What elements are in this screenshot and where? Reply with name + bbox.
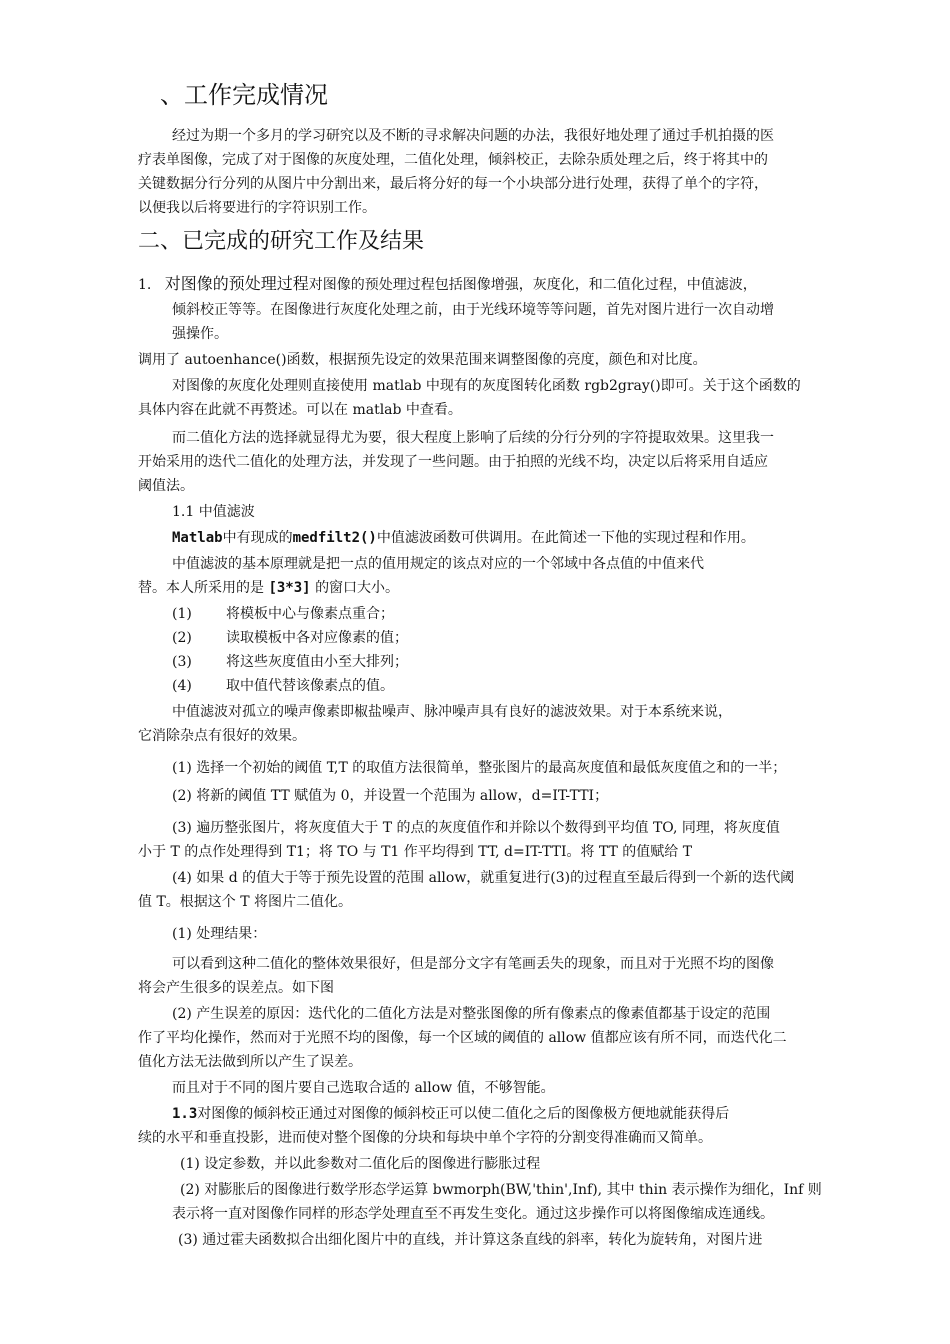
intro-line-1: 经过为期一个多月的学习研究以及不断的寻求解决问题的办法，我很好地处理了通过手机拍摄的医 <box>172 128 774 144</box>
binary-line-3: 阈值法。 <box>138 478 194 494</box>
median-principle-line-2 <box>138 576 399 600</box>
step-number: (1) <box>172 606 192 622</box>
item1-line1-rest: 对图像的预处理过程包括图像增强，灰度化，和二值化过程，中值滤波， <box>308 277 757 293</box>
gray-line-2: 具体内容在此就不再赘述。可以在 matlab 中查看。 <box>138 402 462 418</box>
item1-number: 1. <box>138 277 152 293</box>
skew-line1-text: 对图像的倾斜校正通过对图像的倾斜校正可以使二值化之后的图像极方便地就能获得后 <box>197 1106 730 1122</box>
iter-step-4-line-2: 值 T。根据这个 T 将图片二值化。 <box>138 894 353 910</box>
median-principle-post: 的窗口大小。 <box>315 580 400 596</box>
step-number: (2) <box>172 630 192 646</box>
medfilt-post: 中值滤波函数可供调用。在此简述一下他的实现过程和作用。 <box>376 530 755 546</box>
section-one-title: 、工作完成情况 <box>160 81 328 109</box>
intro-line-2: 疗表单图像，完成了对于图像的灰度处理，二值化处理，倾斜校正，去除杂质处理之后，终于将其中的 <box>138 152 768 168</box>
intro-line-4: 以便我以后将要进行的字符识别工作。 <box>138 200 376 216</box>
error-line-2: 作了平均化操作，然而对于光照不均的图像，每一个区域的阈值的 allow 值都应该有所不同，而迭代化二 <box>138 1030 787 1046</box>
median-subtitle: 1.1 中值滤波 <box>172 504 255 520</box>
step-number: (4) <box>172 678 192 694</box>
item1-line-3: 强操作。 <box>172 326 228 342</box>
window-size-code: [3*3] <box>268 580 311 596</box>
median-step-2 <box>172 626 408 650</box>
skew-step-1: (1) 设定参数，并以此参数对二值化后的图像进行膨胀过程 <box>180 1156 541 1172</box>
iter-step-4-line-1: (4) 如果 d 的值大于等于预先设置的范围 allow，就重复进行(3)的过程直至最后得到一个新的迭代阈 <box>172 870 795 886</box>
skew-step-2-line-2: 表示将一直对图像作同样的形态学处理直至不再发生变化。通过这步操作可以将图像缩成连通线。 <box>172 1206 774 1222</box>
median-principle-pre: 替。本人所采用的是 <box>138 580 264 596</box>
binary-line-2: 开始采用的迭代二值化的处理方法，并发现了一些问题。由于拍照的光线不均，决定以后将采用自适应 <box>138 454 768 470</box>
step-text: 取中值代替该像素点的值。 <box>226 678 394 694</box>
medfilt-mid: 中有现成的 <box>222 530 293 546</box>
skew-step-2-line-1: (2) 对膨胀后的图像进行数学形态学运算 bwmorph(BW,'thin',Inf), 其中 thin 表示操作为细化，Inf 则 <box>180 1182 822 1198</box>
iter-step-3-line-1: (3) 遍历整张图片，将灰度值大于 T 的点的灰度值作和并除以个数得到平均值 TO, 同理，将灰度值 <box>172 820 780 836</box>
medfilt-code: medfilt2() <box>292 530 377 546</box>
intro-line-3: 关键数据分行分列的从图片中分割出来，最后将分好的每一个小块部分进行处理，获得了单个的字符， <box>138 176 768 192</box>
step-text: 读取模板中各对应像素的值； <box>226 630 408 646</box>
median-step-4 <box>172 674 394 698</box>
step-number: (3) <box>172 654 192 670</box>
skew-line-2: 续的水平和垂直投影，进而使对整个图像的分块和每块中单个字符的分割变得准确而又简单。 <box>138 1130 712 1146</box>
item1-heading: 对图像的预处理过程 <box>164 274 309 293</box>
result-line-1: 可以看到这种二值化的整体效果很好，但是部分文字有笔画丢失的现象，而且对于光照不均的图像 <box>172 956 774 972</box>
error-line-1: (2) 产生误差的原因：迭代化的二值化方法是对整张图像的所有像素点的像素值都基于设定的范围 <box>172 1006 771 1022</box>
item1-line-1 <box>138 272 757 297</box>
step-text: 将模板中心与像素点重合； <box>226 606 394 622</box>
item1-line-2: 倾斜校正等等。在图像进行灰度化处理之前，由于光线环境等等问题，首先对图片进行一次自动增 <box>172 302 774 318</box>
error-line-3: 值化方法无法做到所以产生了误差。 <box>138 1054 362 1070</box>
median-effect-line-2: 它消除杂点有很好的效果。 <box>138 728 306 744</box>
result-line-2: 将会产生很多的误差点。如下图 <box>138 980 334 996</box>
medfilt-line <box>172 526 755 550</box>
skew-number: 1.3 <box>172 1106 198 1122</box>
median-effect-line-1: 中值滤波对孤立的噪声像素即椒盐噪声、脉冲噪声具有良好的滤波效果。对于本系统来说， <box>172 704 732 720</box>
skew-line-1 <box>172 1102 729 1126</box>
section-two-title: 二、已完成的研究工作及结果 <box>138 229 425 254</box>
iter-step-3-line-2: 小于 T 的点作处理得到 T1；将 TO 与 T1 作平均得到 TT, d=IT-TTI。将 TT 的值赋给 T <box>138 844 693 860</box>
iter-step-1: (1) 选择一个初始的阈值 T,T 的取值方法很简单，整张图片的最高灰度值和最低灰度值之和的一半； <box>172 760 787 776</box>
median-step-3 <box>172 650 408 674</box>
gray-line-1: 对图像的灰度化处理则直接使用 matlab 中现有的灰度图转化函数 rgb2gray()即可。关于这个函数的 <box>172 378 801 394</box>
autoenhance-line: 调用了 autoenhance()函数，根据预先设定的效果范围来调整图像的亮度，颜色和对比度。 <box>138 352 707 368</box>
result-label: (1) 处理结果： <box>172 926 267 942</box>
binary-line-1: 而二值化方法的选择就显得尤为要，很大程度上影响了后续的分行分列的字符提取效果。这里我一 <box>172 430 774 446</box>
step-text: 将这些灰度值由小至大排列； <box>226 654 408 670</box>
iter-step-2: (2) 将新的阈值 TT 赋值为 0，并设置一个范围为 allow，d=IT-TTI； <box>172 788 609 804</box>
allow-line: 而且对于不同的图片要自己选取合适的 allow 值，不够智能。 <box>172 1080 555 1096</box>
matlab-word: Matlab <box>172 530 223 546</box>
median-principle-line-1: 中值滤波的基本原理就是把一点的值用规定的该点对应的一个邻域中各点值的中值来代 <box>172 556 704 572</box>
skew-step-3-line-1: (3) 通过霍夫函数拟合出细化图片中的直线，并计算这条直线的斜率，转化为旋转角，对图片进 <box>178 1232 763 1248</box>
median-step-1 <box>172 602 394 626</box>
